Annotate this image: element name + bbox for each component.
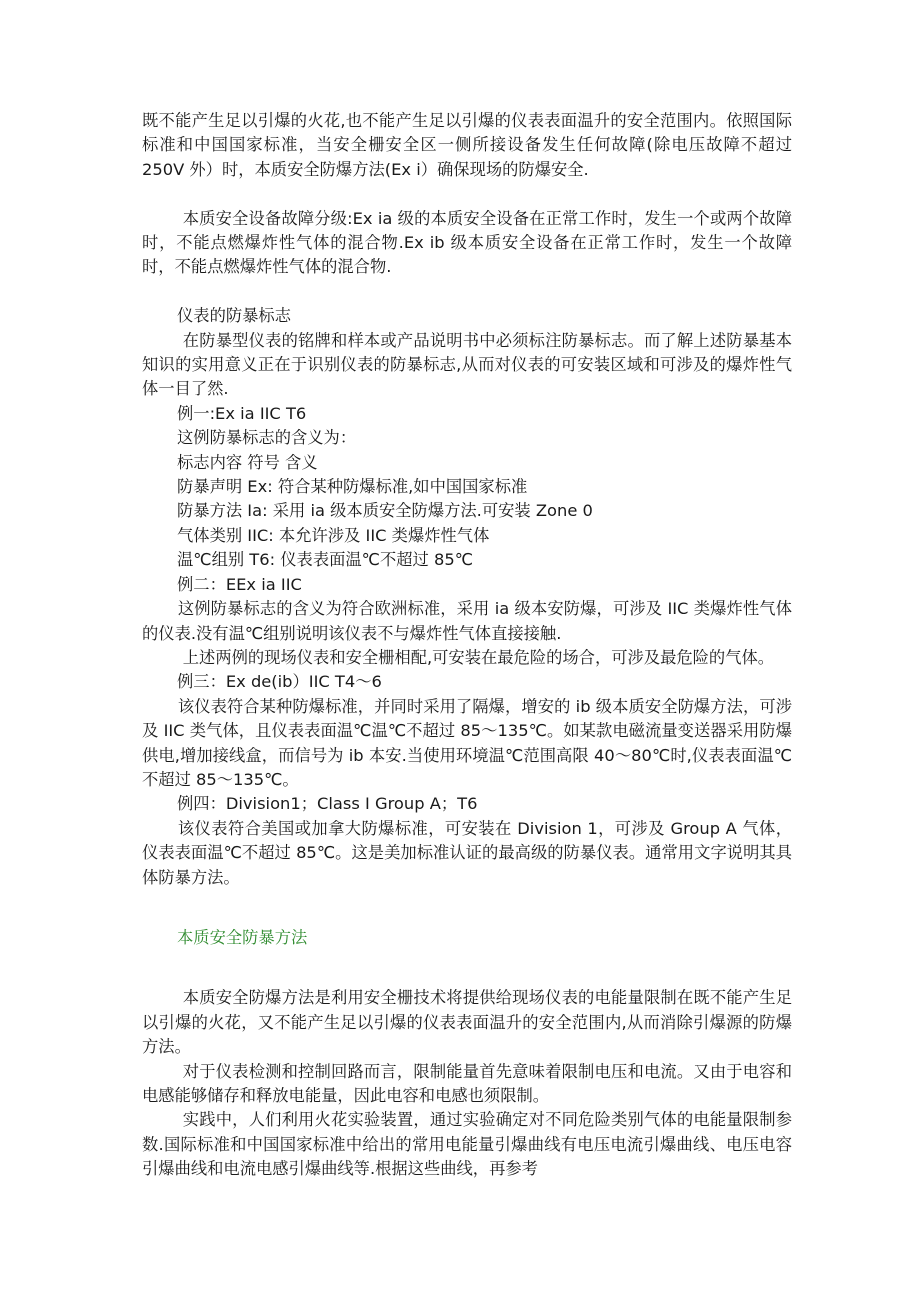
example3-text: 该仪表符合某种防爆标准，并同时采用了隔爆，增安的 ib 级本质安全防爆方法，可涉及 IIC 类气体，且仪表表面温℃温℃不超过 85～135℃。如某款电磁流量变送器采用防爆供电,增加接线盒，而信号为 ib 本安.当使用环境温℃范围高限 40～80℃时,仪表表面温℃不超过 85～135℃。 bbox=[142, 696, 792, 789]
example1-title: 例一:Ex ia IIC T6 bbox=[177, 403, 307, 423]
intrinsic-safety-text-1: 本质安全防爆方法是利用安全栅技术将提供给现场仪表的电能量限制在既不能产生足以引爆的火花，又不能产生足以引爆的仪表表面温升的安全范围内,从而消除引爆源的防爆方法。 bbox=[142, 988, 792, 1057]
marking-row-gas: 气体类别 IIC: 本允许涉及 IIC 类爆炸性气体 bbox=[177, 525, 490, 545]
paragraph-gap bbox=[142, 280, 792, 304]
paragraph-gap bbox=[142, 182, 792, 206]
marking-row-method: 防暴方法 Ia: 采用 ia 级本质安全防爆方法.可安装 Zone 0 bbox=[177, 501, 593, 521]
section-heading-marking: 仪表的防暴标志 bbox=[177, 306, 291, 326]
paragraph-intro: 既不能产生足以引爆的火花,也不能产生足以引爆的仪表表面温升的安全范围内。依照国际标准和中国国家标准，当安全栅安全区一侧所接设备发生任何故障(除电压故障不超过 250V 外）时，本质安全防爆方法(Ex i）确保现场的防爆安全. bbox=[142, 111, 792, 179]
paragraph-marking-intro: 在防暴型仪表的铭牌和样本或产品说明书中必须标注防暴标志。而了解上述防暴基本知识的实用意义正在于识别仪表的防暴标志,从而对仪表的可安装区域和可涉及的爆炸性气体一目了然. bbox=[142, 330, 792, 399]
intrinsic-safety-text-3: 实践中，人们利用火花实验装置，通过实验确定对不同危险类别气体的电能量限制参数.国际标准和中国国家标准中给出的常用电能量引爆曲线有电压电流引爆曲线、电压电容引爆曲线和电流电感引爆曲线等.根据这些曲线，再参考 bbox=[142, 1110, 792, 1179]
example2-note: 上述两例的现场仪表和安全栅相配,可安装在最危险的场合，可涉及最危险的气体。 bbox=[182, 647, 775, 667]
example4-title: 例四：Division1；Class I Group A；T6 bbox=[177, 794, 478, 814]
example2-title: 例二：EEx ia IIC bbox=[177, 574, 302, 594]
example1-meaning: 这例防暴标志的含义为： bbox=[177, 428, 357, 448]
document-body bbox=[142, 109, 792, 1182]
example4-text: 该仪表符合美国或加拿大防爆标准，可安装在 Division 1，可涉及 Group A 气体，仪表表面温℃不超过 85℃。这是美加标准认证的最高级的防暴仪表。通常用文字说明其具体防暴方法。 bbox=[142, 818, 792, 887]
marking-row-temp: 温℃组别 T6: 仪表表面温℃不超过 85℃ bbox=[177, 550, 473, 570]
marking-row-declaration: 防暴声明 Ex: 符合某种防爆标准,如中国国家标准 bbox=[177, 477, 528, 497]
section-heading-intrinsic-safety: 本质安全防暴方法 bbox=[177, 927, 308, 947]
paragraph-fault-grading: 本质安全设备故障分级:Ex ia 级的本质安全设备在正常工作时，发生一个或两个故障时，不能点燃爆炸性气体的混合物.Ex ib 级本质安全设备在正常工作时，发生一个故障时，不能点燃爆炸性气体的混合物. bbox=[142, 208, 792, 277]
paragraph-gap bbox=[142, 950, 792, 986]
paragraph-gap bbox=[142, 890, 792, 926]
example2-text: 这例防暴标志的含义为符合欧洲标准，采用 ia 级本安防爆，可涉及 IIC 类爆炸性气体的仪表.没有温℃组别说明该仪表不与爆炸性气体直接接触. bbox=[142, 599, 792, 643]
marking-table-header: 标志内容 符号 含义 bbox=[177, 452, 318, 472]
example3-title: 例三：Ex de(ib）IIC T4～6 bbox=[177, 672, 382, 692]
intrinsic-safety-text-2: 对于仪表检测和控制回路而言，限制能量首先意味着限制电压和电流。又由于电容和电感能够储存和释放电能量，因此电容和电感也须限制。 bbox=[142, 1061, 792, 1105]
